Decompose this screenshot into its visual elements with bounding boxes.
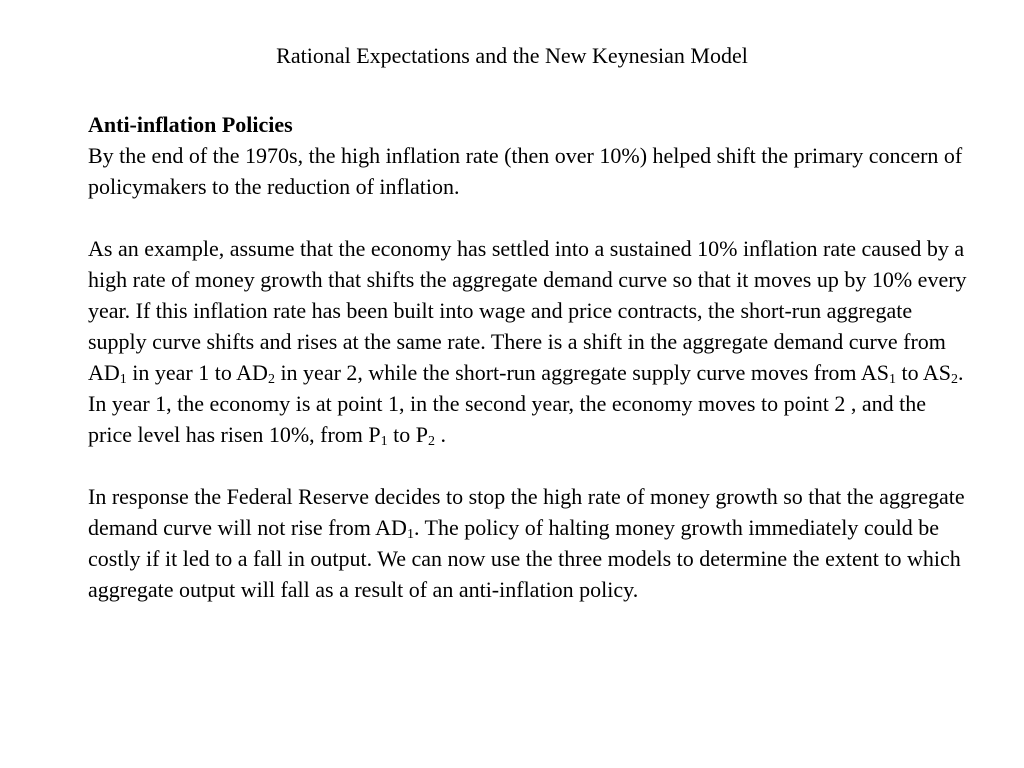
example-text-1: As an example, assume that the economy has settled into a sustained 10% inflation rate caused by a high rate of money growth that shifts the aggregate demand curve so that it moves up by 10% every year. If this inflation rate has been built into wage and price contracts, the short-run aggregate supply curve shifts and rises at the same rate. There is a shift in the aggregate demand curve from AD	[88, 236, 967, 385]
example-paragraph	[88, 233, 968, 450]
response-text-2: . The policy of halting money growth immediately could be costly if it led to a fall in output. We can now use the three models to determine the extent to which aggregate output will fall as a result of an anti-inflation policy.	[88, 515, 961, 602]
response-ad1-subscript: 1	[406, 527, 414, 542]
example-text-2: in year 1 to AD	[126, 360, 268, 385]
ad2-subscript: 2	[267, 372, 275, 387]
example-text-3: in year 2, while the short-run aggregate supply curve moves from AS	[274, 360, 889, 385]
example-text-5: . In year 1, the economy is at point 1, in the second year, the economy moves to point 2 , and the price level has risen 10%, from P	[88, 360, 964, 447]
example-text-4: to AS	[895, 360, 951, 385]
response-paragraph	[88, 481, 968, 605]
slide-body	[88, 109, 968, 605]
p2-subscript: 2	[428, 434, 435, 449]
as1-subscript: 1	[888, 372, 896, 387]
response-text-1: In response the Federal Reserve decides to stop the high rate of money growth so that the aggregate demand curve will not rise from AD	[88, 484, 965, 540]
ad1-subscript: 1	[119, 372, 127, 387]
intro-paragraph: By the end of the 1970s, the high inflation rate (then over 10%) helped shift the primary concern of policymakers to the reduction of inflation.	[88, 143, 963, 199]
section-heading: Anti-inflation Policies	[88, 112, 293, 137]
as2-subscript: 2	[950, 372, 958, 387]
paragraph-spacer	[88, 202, 968, 233]
p1-subscript: 1	[380, 434, 388, 449]
paragraph-spacer	[88, 450, 968, 481]
example-text-6: to P	[387, 422, 428, 447]
slide-title: Rational Expectations and the New Keynesian Model	[276, 43, 748, 68]
example-text-7: .	[435, 422, 446, 447]
